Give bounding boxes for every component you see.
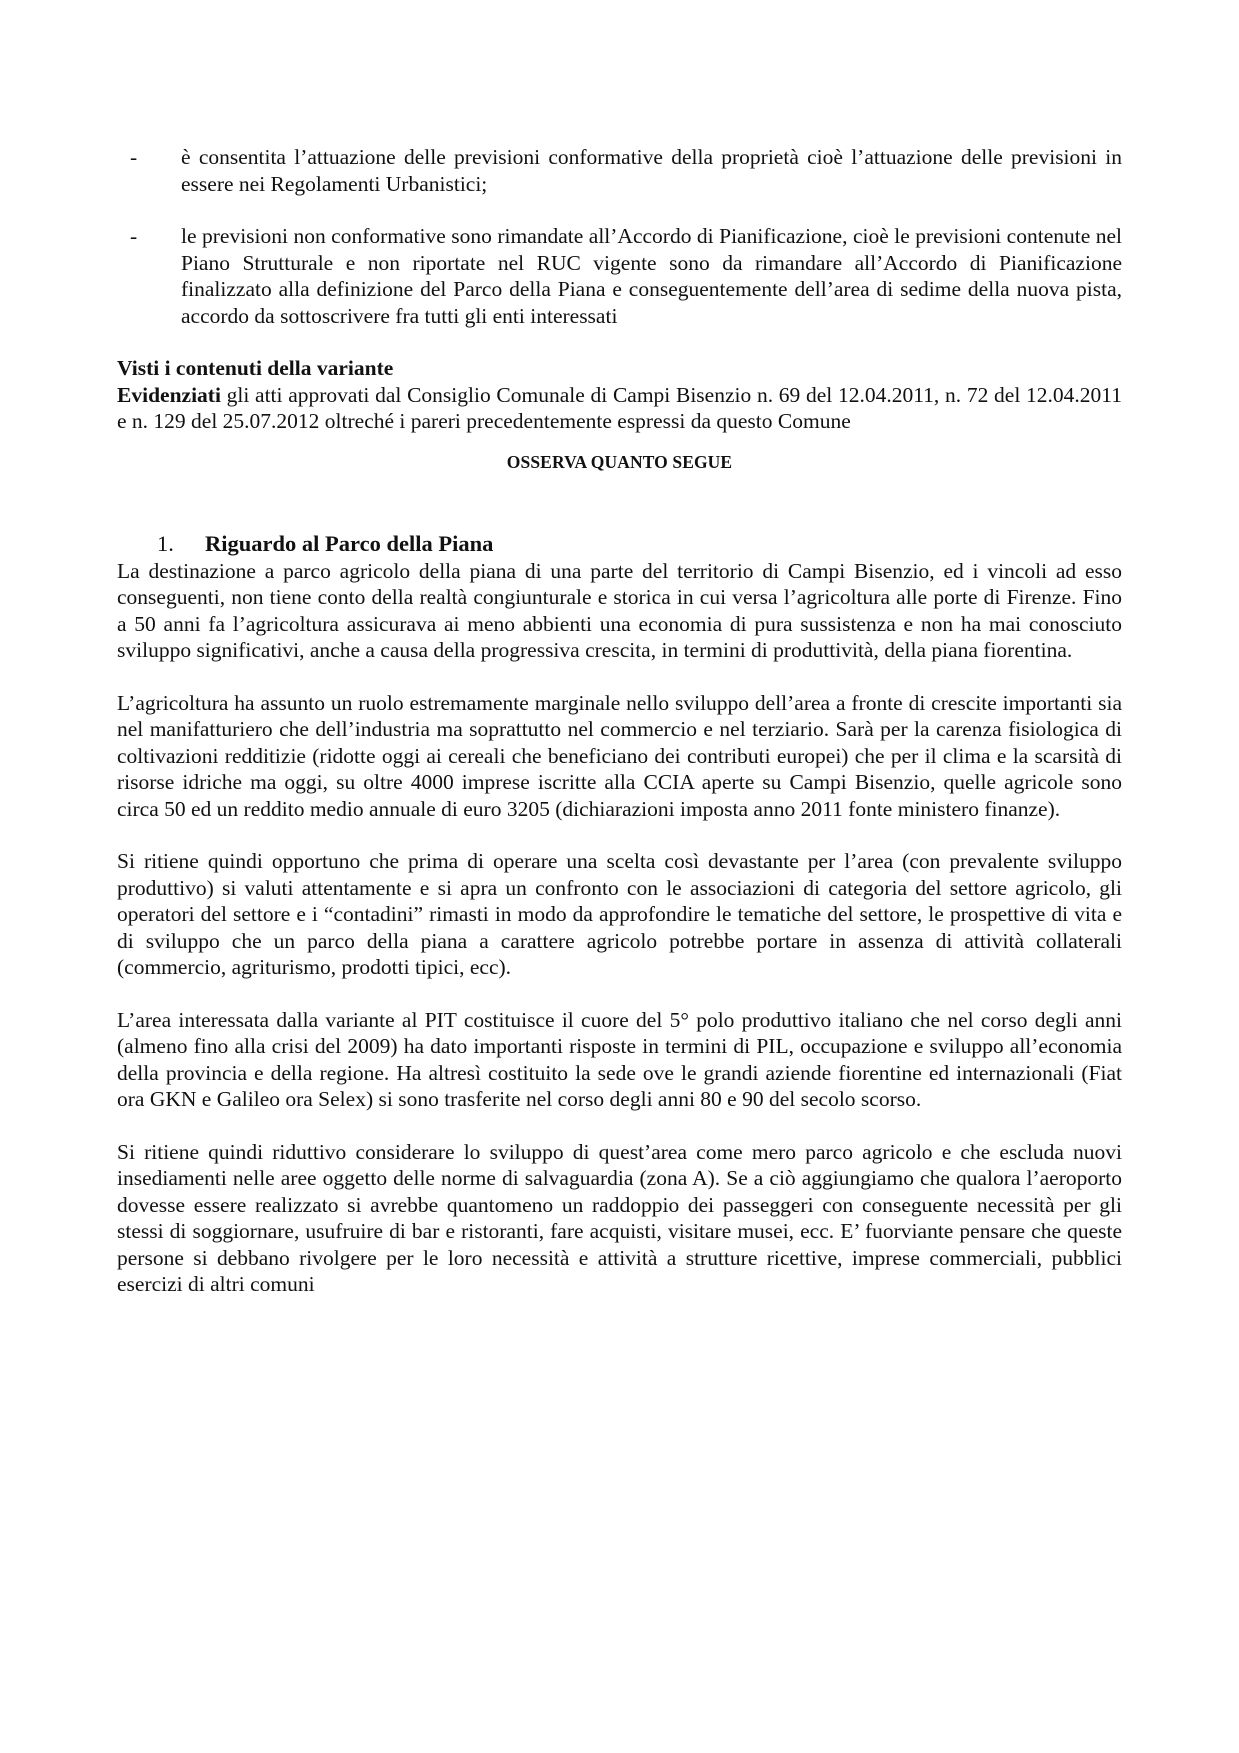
section-heading [117,531,1122,558]
paragraph: La destinazione a parco agricolo della piana di una parte del territorio di Campi Bisenzio, ed i vincoli ad esso conseguenti, non tiene conto della realtà congiunturale e storica in cui versa l’agricoltura alle porte di Firenze. Fino a 50 anni fa l’agricoltura assicurava ai meno abbienti una economia di pura sussistenza e non ha mai conosciuto sviluppo significativi, anche a causa della progressiva crescita, in termini di produttività, della piana fiorentina. [117,558,1122,662]
paragraph: Si ritiene quindi riduttivo considerare lo sviluppo di quest’area come mero parco agricolo e che escluda nuovi insediamenti nelle aree oggetto delle norme di salvaguardia (zona A). Se a ciò aggiungiamo che qualora l’aeroporto dovesse essere realizzato si avrebbe quantomeno un raddoppio dei passeggeri con conseguente necessità per gli stessi di soggiornare, usufruire di bar e ristoranti, fare acquisti, visitare musei, ecc. E’ fuorviante pensare che queste persone si debbano rivolgere per le loro necessità e attività a strutture ricettive, imprese commerciali, pubblici esercizi di altri comuni [117,1139,1122,1296]
evidenziati-text: gli atti approvati dal Consiglio Comunale di Campi Bisenzio n. 69 del 12.04.2011, n. 72 del 12.04.2011 e n. 129 del 25.07.2012 oltreché i pareri precedentemente espressi da questo Comune [117,382,1122,433]
bullet-item [117,223,1122,329]
bullet-dash: - [130,145,138,169]
section-title: Riguardo al Parco della Piana [205,531,494,556]
bullet-text: le previsioni non conformative sono rimandate all’Accordo di Pianificazione, cioè le previsioni contenute nel Piano Strutturale e non riportate nel RUC vigente sono da rimandare all’Accordo di Pianificazione finalizzato alla definizione del Parco della Piana e conseguentemente dell’area di sedime della nuova pista, accordo da sottoscrivere fra tutti gli enti interessati [181,224,1122,328]
visti-heading [117,355,1122,382]
section-number: 1. [157,531,174,556]
evidenziati-paragraph [117,382,1122,435]
paragraph: L’agricoltura ha assunto un ruolo estremamente marginale nello sviluppo dell’area a fronte di crescite importanti sia nel manifatturiero che dell’industria ma soprattutto nel commercio e nel terziario. Sarà per la carenza fisiologica di coltivazioni redditizie (ridotte oggi ai cereali che beneficiano dei contributi europei) che per il clima e la scarsità di risorse idriche ma oggi, su oltre 4000 imprese iscritte alla CCIA aperte su Campi Bisenzio, quelle agricole sono circa 50 ed un reddito medio annuale di euro 3205 (dichiarazioni imposta anno 2011 fonte ministero finanze). [117,690,1122,821]
bullet-text: è consentita l’attuazione delle previsioni conformative della proprietà cioè l’attuazione delle previsioni in essere nei Regolamenti Urbanistici; [181,145,1122,196]
visti-heading-text: Visti i contenuti della variante [117,356,394,380]
bullet-dash: - [130,224,138,248]
paragraph: L’area interessata dalla variante al PIT costituisce il cuore del 5° polo produttivo italiano che nel corso degli anni (almeno fino alla crisi del 2009) ha dato importanti risposte in termini di PIL, occupazione e sviluppo all’economia della provincia e della regione. Ha altresì costituito la sede ove le grandi aziende fiorentine ed internazionali (Fiat ora GKN e Galileo ora Selex) si sono trasferite nel corso degli anni 80 e 90 del secolo scorso. [117,1007,1122,1111]
bullet-item [117,144,1122,197]
document-body [117,144,1122,1298]
evidenziati-lead: Evidenziati [117,382,221,407]
center-title: OSSERVA QUANTO SEGUE [506,451,733,472]
paragraph: Si ritiene quindi opportuno che prima di operare una scelta così devastante per l’area (con prevalente sviluppo produttivo) si valuti attentamente e si apra un confronto con le associazioni di categoria del settore agricolo, gli operatori del settore e i “contadini” rimasti in modo da approfondire le tematiche del settore, le prospettive di vita e di sviluppo che un parco della piana a carattere agricolo potrebbe portare in assenza di attività collaterali (commercio, agriturismo, prodotti tipici, ecc). [117,849,1122,979]
